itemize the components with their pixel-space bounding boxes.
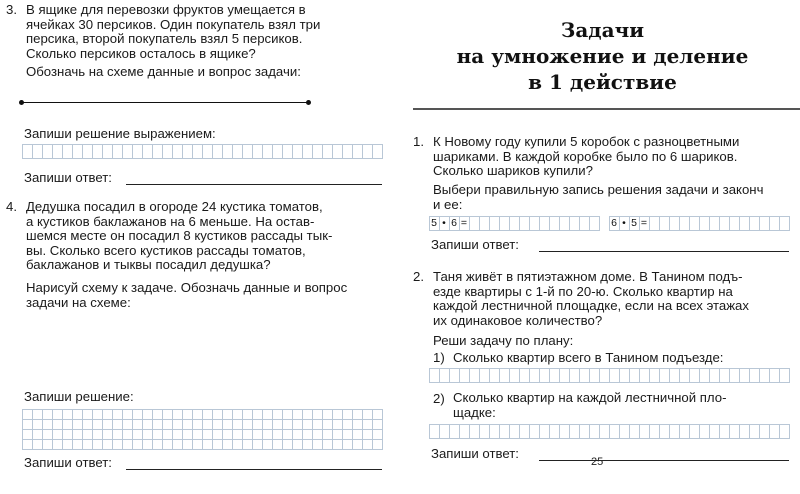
answer-prompt: Запиши ответ: <box>24 170 112 185</box>
answer-line[interactable] <box>539 251 789 252</box>
task-line: В ящике для перевозки фруктов умещается в <box>26 2 306 17</box>
task-1 <box>413 135 788 181</box>
expression-grid-1[interactable] <box>429 216 600 231</box>
step-line: щадке: <box>453 404 496 420</box>
expr-operand: 5 <box>631 217 637 229</box>
segment-end-dot <box>306 100 311 105</box>
answer-line[interactable] <box>539 460 789 461</box>
equals-sign: = <box>460 217 468 229</box>
solution-grid[interactable] <box>22 144 383 159</box>
task-line: Сколько шариков купили? <box>433 163 593 179</box>
task-2 <box>413 270 788 330</box>
step-1-grid[interactable] <box>429 368 790 383</box>
answer-prompt: Запиши ответ: <box>24 455 112 470</box>
task-text <box>26 3 381 61</box>
task-line: каждой лестничной площадке, если на всех этажах <box>433 298 749 314</box>
task-line: а кустиков баклажанов на 6 меньше. На остав- <box>26 213 315 229</box>
instruction-line: Нарисуй схему к задаче. Обозначь данные и вопрос <box>26 280 348 295</box>
task-line: Дедушка посадил в огороде 24 кустика томатов, <box>26 199 323 214</box>
multiply-sign: • <box>622 217 626 229</box>
answer-prompt: Запиши ответ: <box>431 446 519 461</box>
left-page <box>0 0 395 494</box>
task-line: персика, второй покупатель взял 5 персиков. <box>26 31 303 47</box>
instruction-line: Выбери правильную запись решения задачи и законч <box>433 182 764 197</box>
solution-prompt: Запиши решение: <box>24 389 134 404</box>
answer-line[interactable] <box>126 184 382 185</box>
task-3 <box>6 3 381 63</box>
equals-sign: = <box>640 217 648 229</box>
scheme-instruction <box>6 281 381 313</box>
scheme-segment <box>22 102 308 103</box>
task-line: ячейках 30 персиков. Один покупатель взял три <box>26 16 321 32</box>
task-4 <box>6 200 381 276</box>
task-number: 3. <box>6 2 17 17</box>
step-1-text: Сколько квартир всего в Танином подъезде: <box>453 350 724 365</box>
expr-operand: 6 <box>451 217 457 229</box>
task-line: езде квартиры с 1-й по 20-ю. Сколько квартир на <box>433 283 733 299</box>
step-2-text <box>433 391 789 421</box>
instruction-line: и ее: <box>433 196 463 212</box>
page-number: 25 <box>591 456 604 468</box>
scheme-prompt: Обозначь на схеме данные и вопрос задачи: <box>26 64 301 79</box>
task-line: Таня живёт в пятиэтажном доме. В Танином подъ- <box>433 269 743 284</box>
step-number: 1) <box>433 350 445 365</box>
solution-grid[interactable] <box>22 409 383 450</box>
section-title-line: Задачи <box>560 18 645 42</box>
task-line: вы. Сколько всего кустиков рассады томатов, <box>26 242 306 258</box>
multiply-sign: • <box>442 217 446 229</box>
section-title-line: в 1 действие <box>528 70 677 94</box>
expr-operand: 6 <box>611 217 617 229</box>
task-line: шемся месте он посадил 8 кустиков рассады тык- <box>26 228 333 244</box>
expr-operand: 5 <box>431 217 437 229</box>
task-number: 4. <box>6 199 17 214</box>
step-number: 2) <box>433 391 445 406</box>
answer-line[interactable] <box>126 469 382 470</box>
choose-instruction <box>413 183 788 213</box>
task-line: К Новому году купили 5 коробок с разноцветными <box>433 134 740 149</box>
step-line: Сколько квартир на каждой лестничной пло- <box>453 390 727 405</box>
task-line: шариками. В каждой коробке было по 6 шариков. <box>433 148 738 164</box>
plan-prompt: Реши задачу по плану: <box>433 333 574 348</box>
section-title-line: на умножение и деление <box>456 44 749 68</box>
task-line: Сколько персиков осталось в ящике? <box>26 45 256 61</box>
task-text <box>433 270 788 328</box>
task-number: 2. <box>413 269 424 284</box>
answer-prompt: Запиши ответ: <box>431 237 519 252</box>
expression-grid-2[interactable] <box>609 216 790 231</box>
task-line: баклажанов и тыквы посадил дедушка? <box>26 257 271 273</box>
task-text <box>433 135 788 179</box>
task-number: 1. <box>413 134 424 149</box>
segment-start-dot <box>19 100 24 105</box>
step-2-grid[interactable] <box>429 424 790 439</box>
solution-prompt: Запиши решение выражением: <box>24 126 216 141</box>
right-page <box>405 0 800 494</box>
instruction-line: задачи на схеме: <box>26 294 131 310</box>
task-line: их одинаковое количество? <box>433 312 603 328</box>
title-divider <box>413 108 800 110</box>
task-text <box>26 200 381 273</box>
